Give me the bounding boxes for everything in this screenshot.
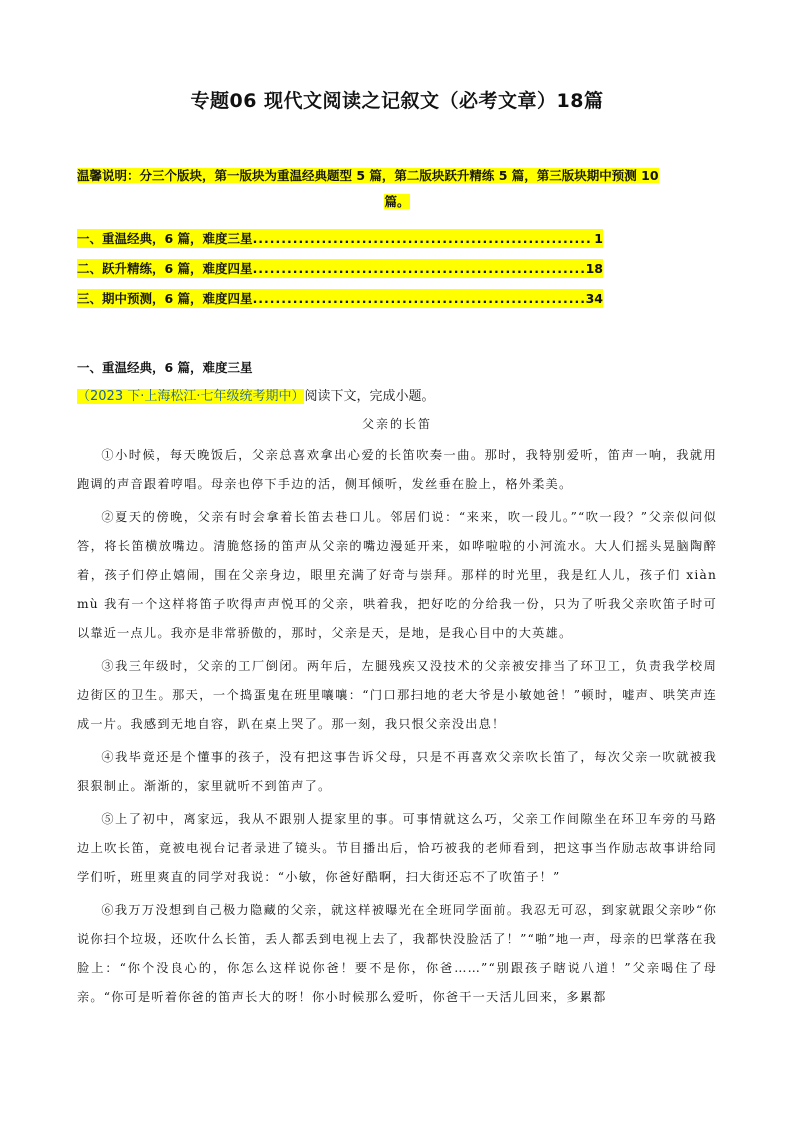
page-title: 专题06 现代文阅读之记叙文（必考文章）18篇 — [190, 90, 604, 112]
toc-entry-2[interactable] — [77, 259, 603, 278]
paragraph-6: ⑥我万万没想到自己极力隐藏的父亲，就这样被曝光在全班同学面前。我忍无可忍，到家就跟父亲吵“你说你扫个垃圾，还吹什么长笛，丢人都丢到电视上去了，我都快没脸活了！”“啪”地一声，母亲的巴掌落在我脸上：“你个没良心的，你怎么这样说你爸！要不是你，你爸……”“别跟孩子瞎说八道！”父亲喝住了母亲。“你可是听着你爸的笛声长大的呀！你小时候那么爱听，你爸干一天活儿回来，多累都 — [77, 903, 717, 1004]
toc-entry-page: 18 — [585, 261, 603, 276]
notice-line-2: 篇。 — [384, 194, 410, 209]
toc-entry-page: 34 — [585, 291, 603, 306]
paragraph-1: ①小时候，每天晚饭后，父亲总喜欢拿出心爱的长笛吹奏一曲。那时，我特别爱听，笛声一响，我就用跑调的声音跟着哼唱。母亲也停下手边的活，侧耳倾听，发丝垂在脸上，格外柔美。 — [77, 448, 717, 491]
source-instruction: 阅读下文，完成小题。 — [304, 389, 435, 404]
toc-entry-3[interactable] — [77, 289, 603, 308]
article-body — [77, 441, 717, 1016]
notice — [77, 163, 717, 215]
paragraph-5: ⑤上了初中，离家远，我从不跟别人提家里的事。可事情就这么巧，父亲工作间隙坐在环卫车旁的马路边上吹长笛，竟被电视台记者录进了镜头。节目播出后，恰巧被我的老师看到，把这事当作励志故事讲给同学们听，班里爽直的同学对我说：“小敏，你爸好酷啊，扫大街还忘不了吹笛子！” — [77, 812, 717, 884]
toc-leader-dots — [253, 259, 585, 278]
toc-entry-label: 三、期中预测，6 篇，难度四星 — [77, 291, 253, 306]
paragraph-2: ②夏天的傍晚，父亲有时会拿着长笛去巷口儿。邻居们说：“来来，吹一段儿。”“吹一段？”父亲似问似答，将长笛横放嘴边。清脆悠扬的笛声从父亲的嘴边漫延开来，如哗啦啦的小河流水。大人们摇头晃脑陶醉着，孩子们停止嬉闹，围在父亲身边，眼里充满了好奇与崇拜。那样的时光里，我是红人儿，孩子们 xiàn mù 我有一个这样将笛子吹得声声悦耳的父亲，哄着我，把好吃的分给我一份，只为了听我父亲吹笛子时可以靠近一点儿。我亦是非常骄傲的，那时，父亲是天，是地，是我心目中的大英雄。 — [77, 510, 717, 640]
paragraph-3: ③我三年级时，父亲的工厂倒闭。两年后，左腿残疾又没技术的父亲被安排当了环卫工，负责我学校周边街区的卫生。那天，一个捣蛋鬼在班里嚷嚷：“门口那扫地的老大爷是小敏她爸！”顿时，嘘声、哄笑声连成一片。我感到无地自容，趴在桌上哭了。那一刻，我只恨父亲没出息！ — [77, 659, 717, 731]
section-heading: 一、重温经典，6 篇，难度三星 — [77, 360, 253, 375]
toc-leader-dots — [253, 229, 594, 248]
toc-entry-label: 一、重温经典，6 篇，难度三星 — [77, 231, 253, 246]
source-tag: （2023 下·上海松江·七年级统考期中） — [77, 389, 305, 404]
article-title: 父亲的长笛 — [361, 417, 432, 431]
toc-entry-1[interactable] — [77, 229, 603, 248]
notice-line-1: 温馨说明：分三个版块，第一版块为重温经典题型 5 篇，第二版块跃升精练 5 篇，第三版块期中预测 10 — [77, 168, 659, 183]
toc-entry-page: 1 — [594, 231, 603, 246]
paragraph-4: ④我毕竟还是个懂事的孩子，没有把这事告诉父母，只是不再喜欢父亲吹长笛了，每次父亲一吹就被我狠狠制止。渐渐的，家里就听不到笛声了。 — [77, 750, 717, 793]
toc-leader-dots — [253, 289, 585, 308]
toc-entry-label: 二、跃升精练，6 篇，难度四星 — [77, 261, 253, 276]
source-line — [77, 385, 435, 404]
